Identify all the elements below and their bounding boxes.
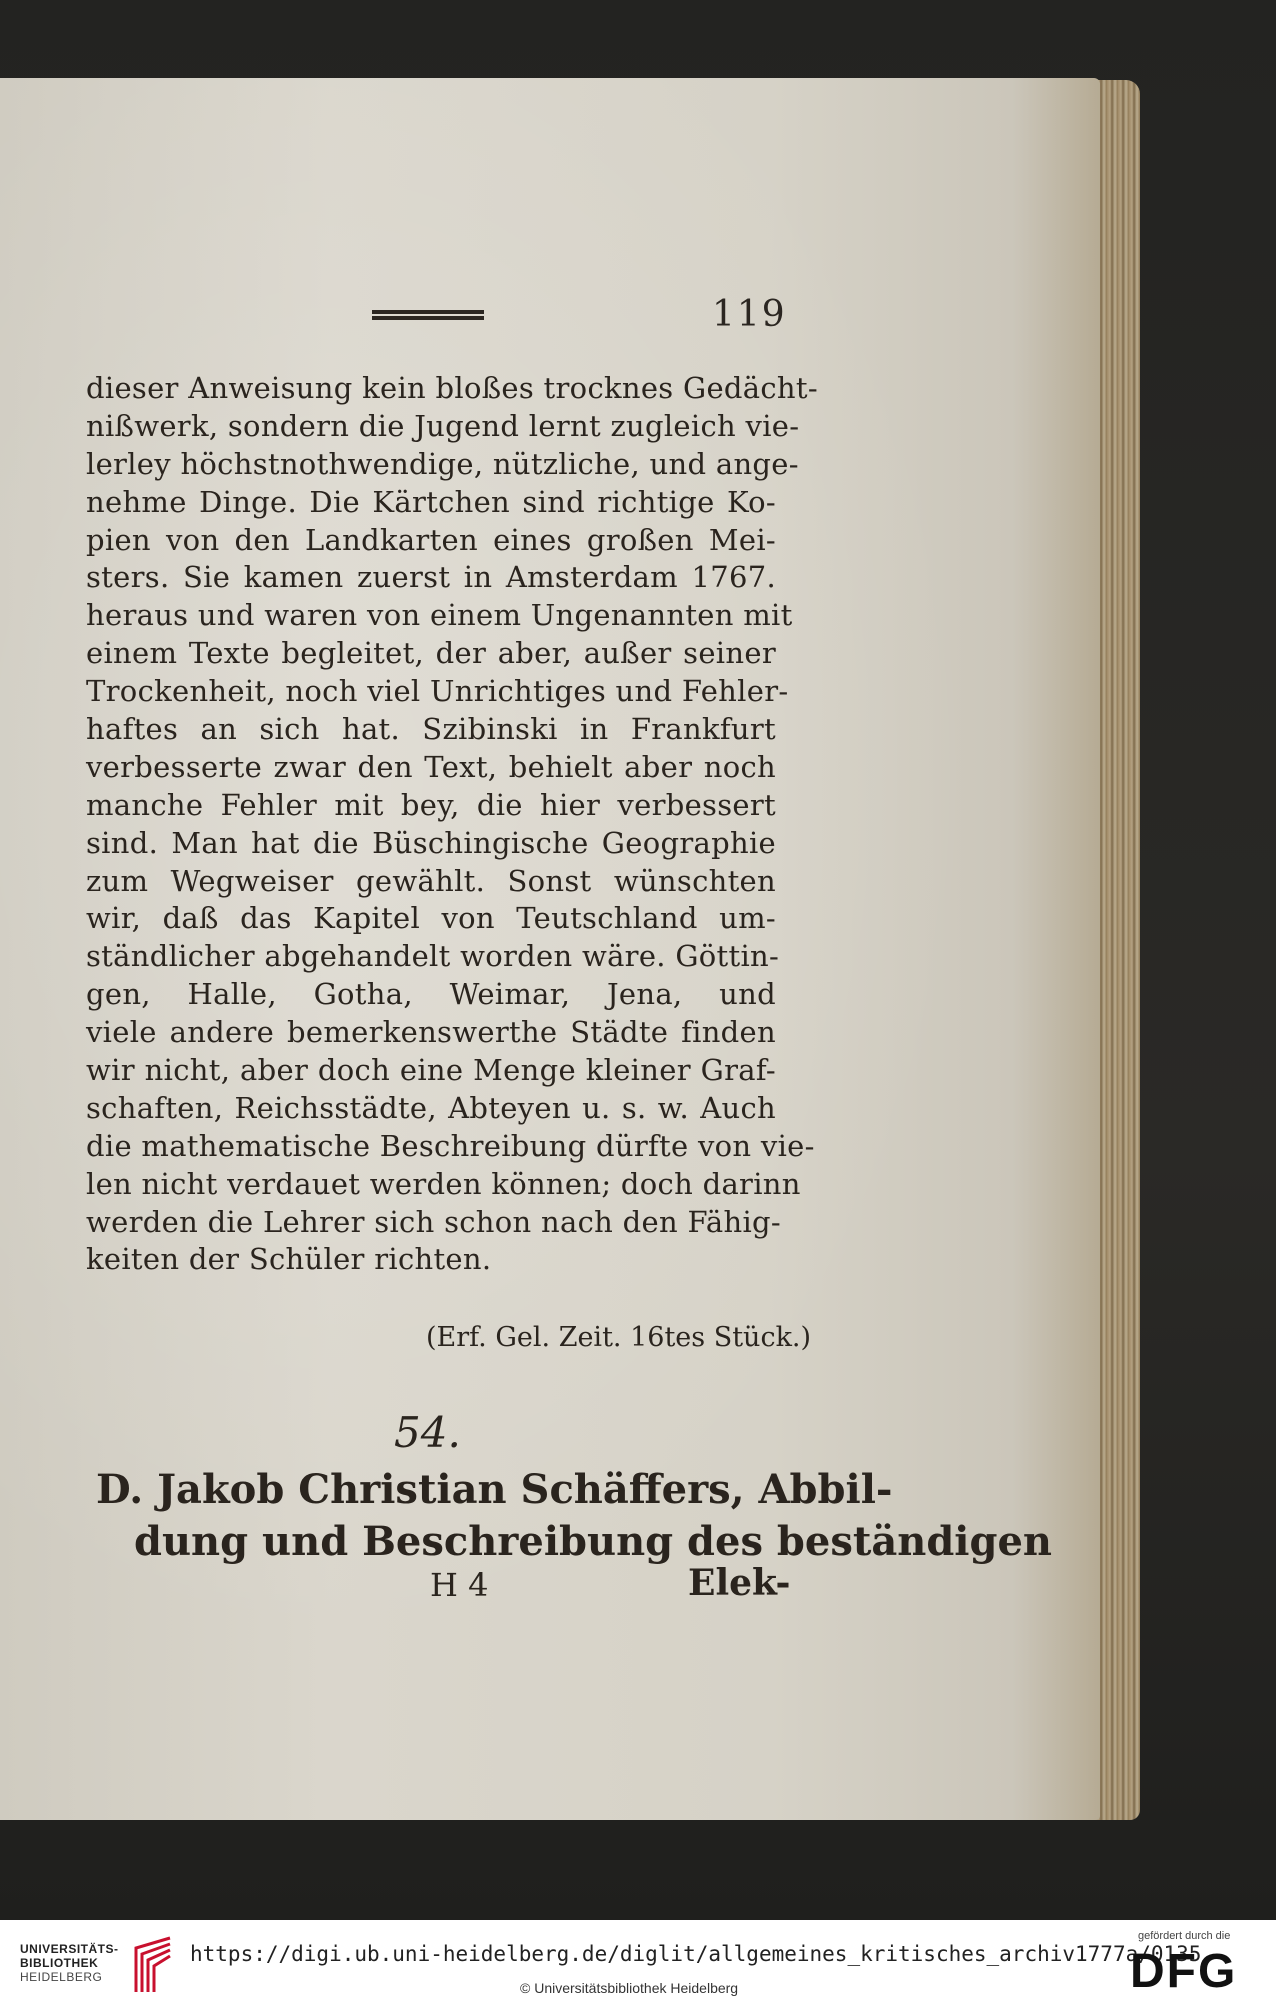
viewer-footer	[0, 1920, 1276, 2012]
entry-title-line: dung und Beschreibung des beständigen	[134, 1518, 1052, 1565]
text-line: schaften, Reichsstädte, Abteyen u. s. w. Auch	[86, 1090, 776, 1125]
dfg-logo[interactable]: DFG	[1130, 1945, 1238, 1998]
library-logo-text[interactable]	[20, 1942, 119, 1984]
library-name-line: BIBLIOTHEK	[20, 1956, 99, 1970]
header-rule	[372, 310, 484, 320]
text-line: pien von den Landkarten eines großen Mei-	[86, 522, 776, 557]
text-line: sind. Man hat die Büschingische Geographie	[86, 825, 776, 860]
funding-note: gefördert durch die	[1138, 1930, 1231, 1942]
text-line: zum Wegweiser gewählt. Sonst wünschten	[86, 863, 776, 898]
text-line: manche Fehler mit bey, die hier verbessert	[86, 787, 776, 822]
text-line: verbesserte zwar den Text, behielt aber noch	[86, 749, 776, 784]
catchword: Elek-	[688, 1562, 791, 1604]
text-line: viele andere bemerkenswerthe Städte finden	[86, 1015, 776, 1050]
text-line: die mathematische Beschreibung dürfte von vie-	[86, 1128, 815, 1163]
text-line: len nicht verdauet werden können; doch darinn	[86, 1166, 801, 1201]
text-line: ständlicher abgehandelt worden wäre. Göttin-	[86, 939, 780, 974]
text-line: heraus und waren von einem Ungenannten mit	[86, 598, 793, 633]
text-line: sters. Sie kamen zuerst in Amsterdam 1767.	[86, 560, 776, 595]
permalink-url[interactable]: https://digi.ub.uni-heidelberg.de/diglit/allgemeines_kritisches_archiv1777a/0135	[190, 1942, 1202, 1966]
library-name-line: HEIDELBERG	[20, 1970, 103, 1984]
text-line: gen, Halle, Gotha, Weimar, Jena, und	[86, 977, 776, 1012]
emblem-strokes	[136, 1938, 170, 1992]
text-line: haftes an sich hat. Szibinski in Frankfurt	[86, 712, 776, 747]
text-line: dieser Anweisung kein bloßes trocknes Gedächt-	[86, 371, 818, 405]
body-text	[86, 370, 818, 1279]
entry-title-line: D. Jakob Christian Schäffers, Abbil-	[96, 1466, 893, 1513]
signature-mark: H 4	[430, 1566, 489, 1604]
entry-number: 54.	[394, 1408, 461, 1457]
text-line: wir, daß das Kapitel von Teutschland um-	[86, 901, 776, 936]
library-name-line: UNIVERSITÄTS-	[20, 1942, 119, 1956]
text-line: wir nicht, aber doch eine Menge kleiner Graf-	[86, 1053, 776, 1088]
entry-title	[96, 1464, 1052, 1568]
citation: (Erf. Gel. Zeit. 16tes Stück.)	[426, 1322, 812, 1353]
library-emblem-icon	[130, 1934, 176, 2000]
text-line: einem Texte begleitet, der aber, außer seiner	[86, 636, 776, 671]
text-line: werden die Lehrer sich schon nach den Fähig-	[86, 1204, 782, 1239]
book-page	[0, 78, 1100, 1820]
running-header	[0, 294, 1100, 342]
text-line: keiten der Schüler richten.	[86, 1242, 492, 1277]
text-line: lerley höchstnothwendige, nützliche, und ange-	[86, 446, 799, 481]
text-line: Trockenheit, noch viel Unrichtiges und Fehler-	[86, 674, 789, 709]
page-number: 119	[712, 294, 787, 335]
copyright-notice: © Universitätsbibliothek Heidelberg	[520, 1980, 739, 1996]
text-line: nißwerk, sondern die Jugend lernt zugleich vie-	[86, 408, 800, 443]
text-line: nehme Dinge. Die Kärtchen sind richtige Ko-	[86, 484, 776, 519]
